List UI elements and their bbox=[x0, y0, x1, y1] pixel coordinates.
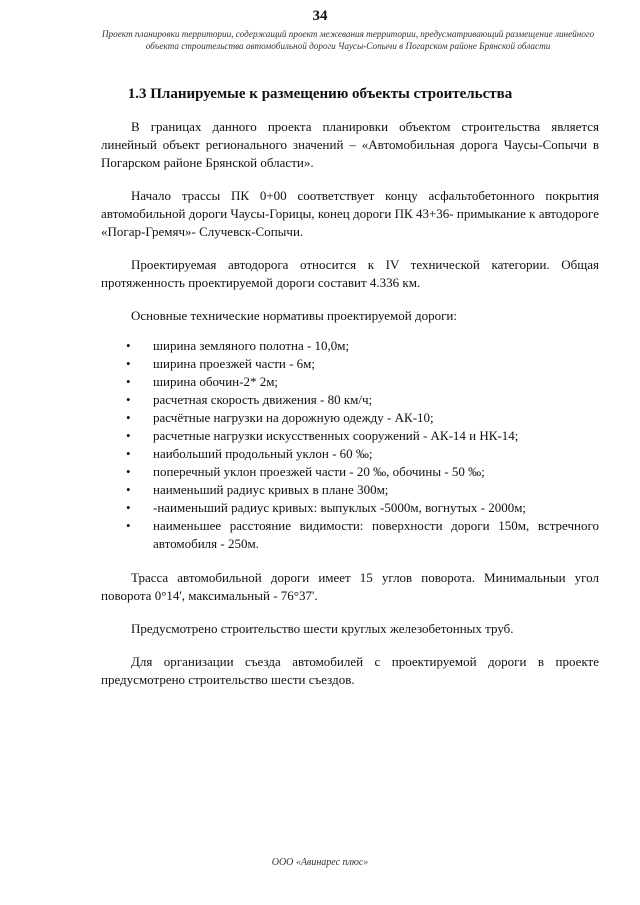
bullet-icon: • bbox=[126, 518, 131, 533]
list-item-text: поперечный уклон проезжей части - 20 ‰, обочины - 50 ‰; bbox=[153, 464, 485, 479]
list-item bbox=[126, 517, 599, 553]
paragraph-scope: В границах данного проекта планировки объектом строительства является линейный объект регионального значений – «Автомобильная дорога Чаусы-Сопычи в Погарском районе Брянской области». bbox=[101, 119, 599, 170]
list-item bbox=[126, 427, 599, 445]
list-item-text: ширина проезжей части - 6м; bbox=[153, 356, 316, 371]
list-item-text: расчётные нагрузки на дорожную одежду - АК-10; bbox=[153, 410, 434, 425]
list-item-text: -наименьший радиус кривых: выпуклых -5000м, вогнутых - 2000м; bbox=[153, 500, 527, 515]
list-item-text: наименьший радиус кривых в плане 300м; bbox=[153, 482, 389, 497]
list-item bbox=[126, 391, 599, 409]
list-item bbox=[126, 355, 599, 373]
paragraph-exits: Для организации съезда автомобилей с проектируемой дороги в проекте предусмотрено строительство шести съездов. bbox=[101, 654, 599, 687]
list-item bbox=[126, 499, 599, 517]
list-item bbox=[126, 373, 599, 391]
paragraph-category-length: Проектируемая автодорога относится к IV технической категории. Общая протяженность проектируемой дороги составит 4.336 км. bbox=[101, 257, 599, 290]
list-item bbox=[126, 445, 599, 463]
paragraph-route-start-end: Начало трассы ПК 0+00 соответствует концу асфальтобетонного покрытия автомобильной дороги Чаусы-Горицы, конец дороги ПК 43+36- примыкание к автодороге «Погар-Гремяч»- Случевск-Сопычи. bbox=[101, 188, 599, 239]
list-item bbox=[126, 463, 599, 481]
list-item-text: ширина обочин-2* 2м; bbox=[153, 374, 279, 389]
paragraph-turning-angles: Трасса автомобильной дороги имеет 15 углов поворота. Минимальныи угол поворота 0°14', максимальный - 76°37'. bbox=[101, 570, 599, 603]
norms-list bbox=[101, 337, 599, 553]
bullet-icon: • bbox=[126, 374, 131, 389]
page-number: 34 bbox=[312, 8, 328, 24]
bullet-icon: • bbox=[126, 464, 131, 479]
bullet-icon: • bbox=[126, 410, 131, 425]
bullet-icon: • bbox=[126, 428, 131, 443]
list-item-text: наибольший продольный уклон - 60 ‰; bbox=[153, 446, 373, 461]
bullet-icon: • bbox=[126, 446, 131, 461]
bullet-icon: • bbox=[126, 392, 131, 407]
norms-list-intro: Основные технические нормативы проектируемой дороги: bbox=[131, 308, 457, 323]
bullet-icon: • bbox=[126, 338, 131, 353]
bullet-icon: • bbox=[126, 356, 131, 371]
list-item bbox=[126, 409, 599, 427]
list-item-text: расчетная скорость движения - 80 км/ч; bbox=[153, 392, 373, 407]
section-title: 1.3 Планируемые к размещению объекты строительства bbox=[127, 86, 513, 102]
list-item bbox=[126, 481, 599, 499]
list-item-text: расчетные нагрузки искусственных сооружений - АК-14 и НК-14; bbox=[153, 428, 519, 443]
list-item-text: наименьшее расстояние видимости: поверхности дороги 150м, встречного автомобиля - 250м. bbox=[153, 518, 599, 551]
bullet-icon: • bbox=[126, 482, 131, 497]
list-item bbox=[126, 337, 599, 355]
list-item-text: ширина земляного полотна - 10,0м; bbox=[153, 338, 350, 353]
running-header: Проект планировки территории, содержащий проект межевания территории, предусматривающий размещение линейного объекта строительства автомобильной дороги Чаусы-Сопычи в Погарском районе Брянской области bbox=[101, 29, 595, 51]
document-body bbox=[101, 118, 599, 704]
paragraph-culverts: Предусмотрено строительство шести круглых железобетонных труб. bbox=[131, 621, 514, 636]
footer-company: ООО «Авинарес плюс» bbox=[271, 857, 369, 868]
bullet-icon: • bbox=[126, 500, 131, 515]
